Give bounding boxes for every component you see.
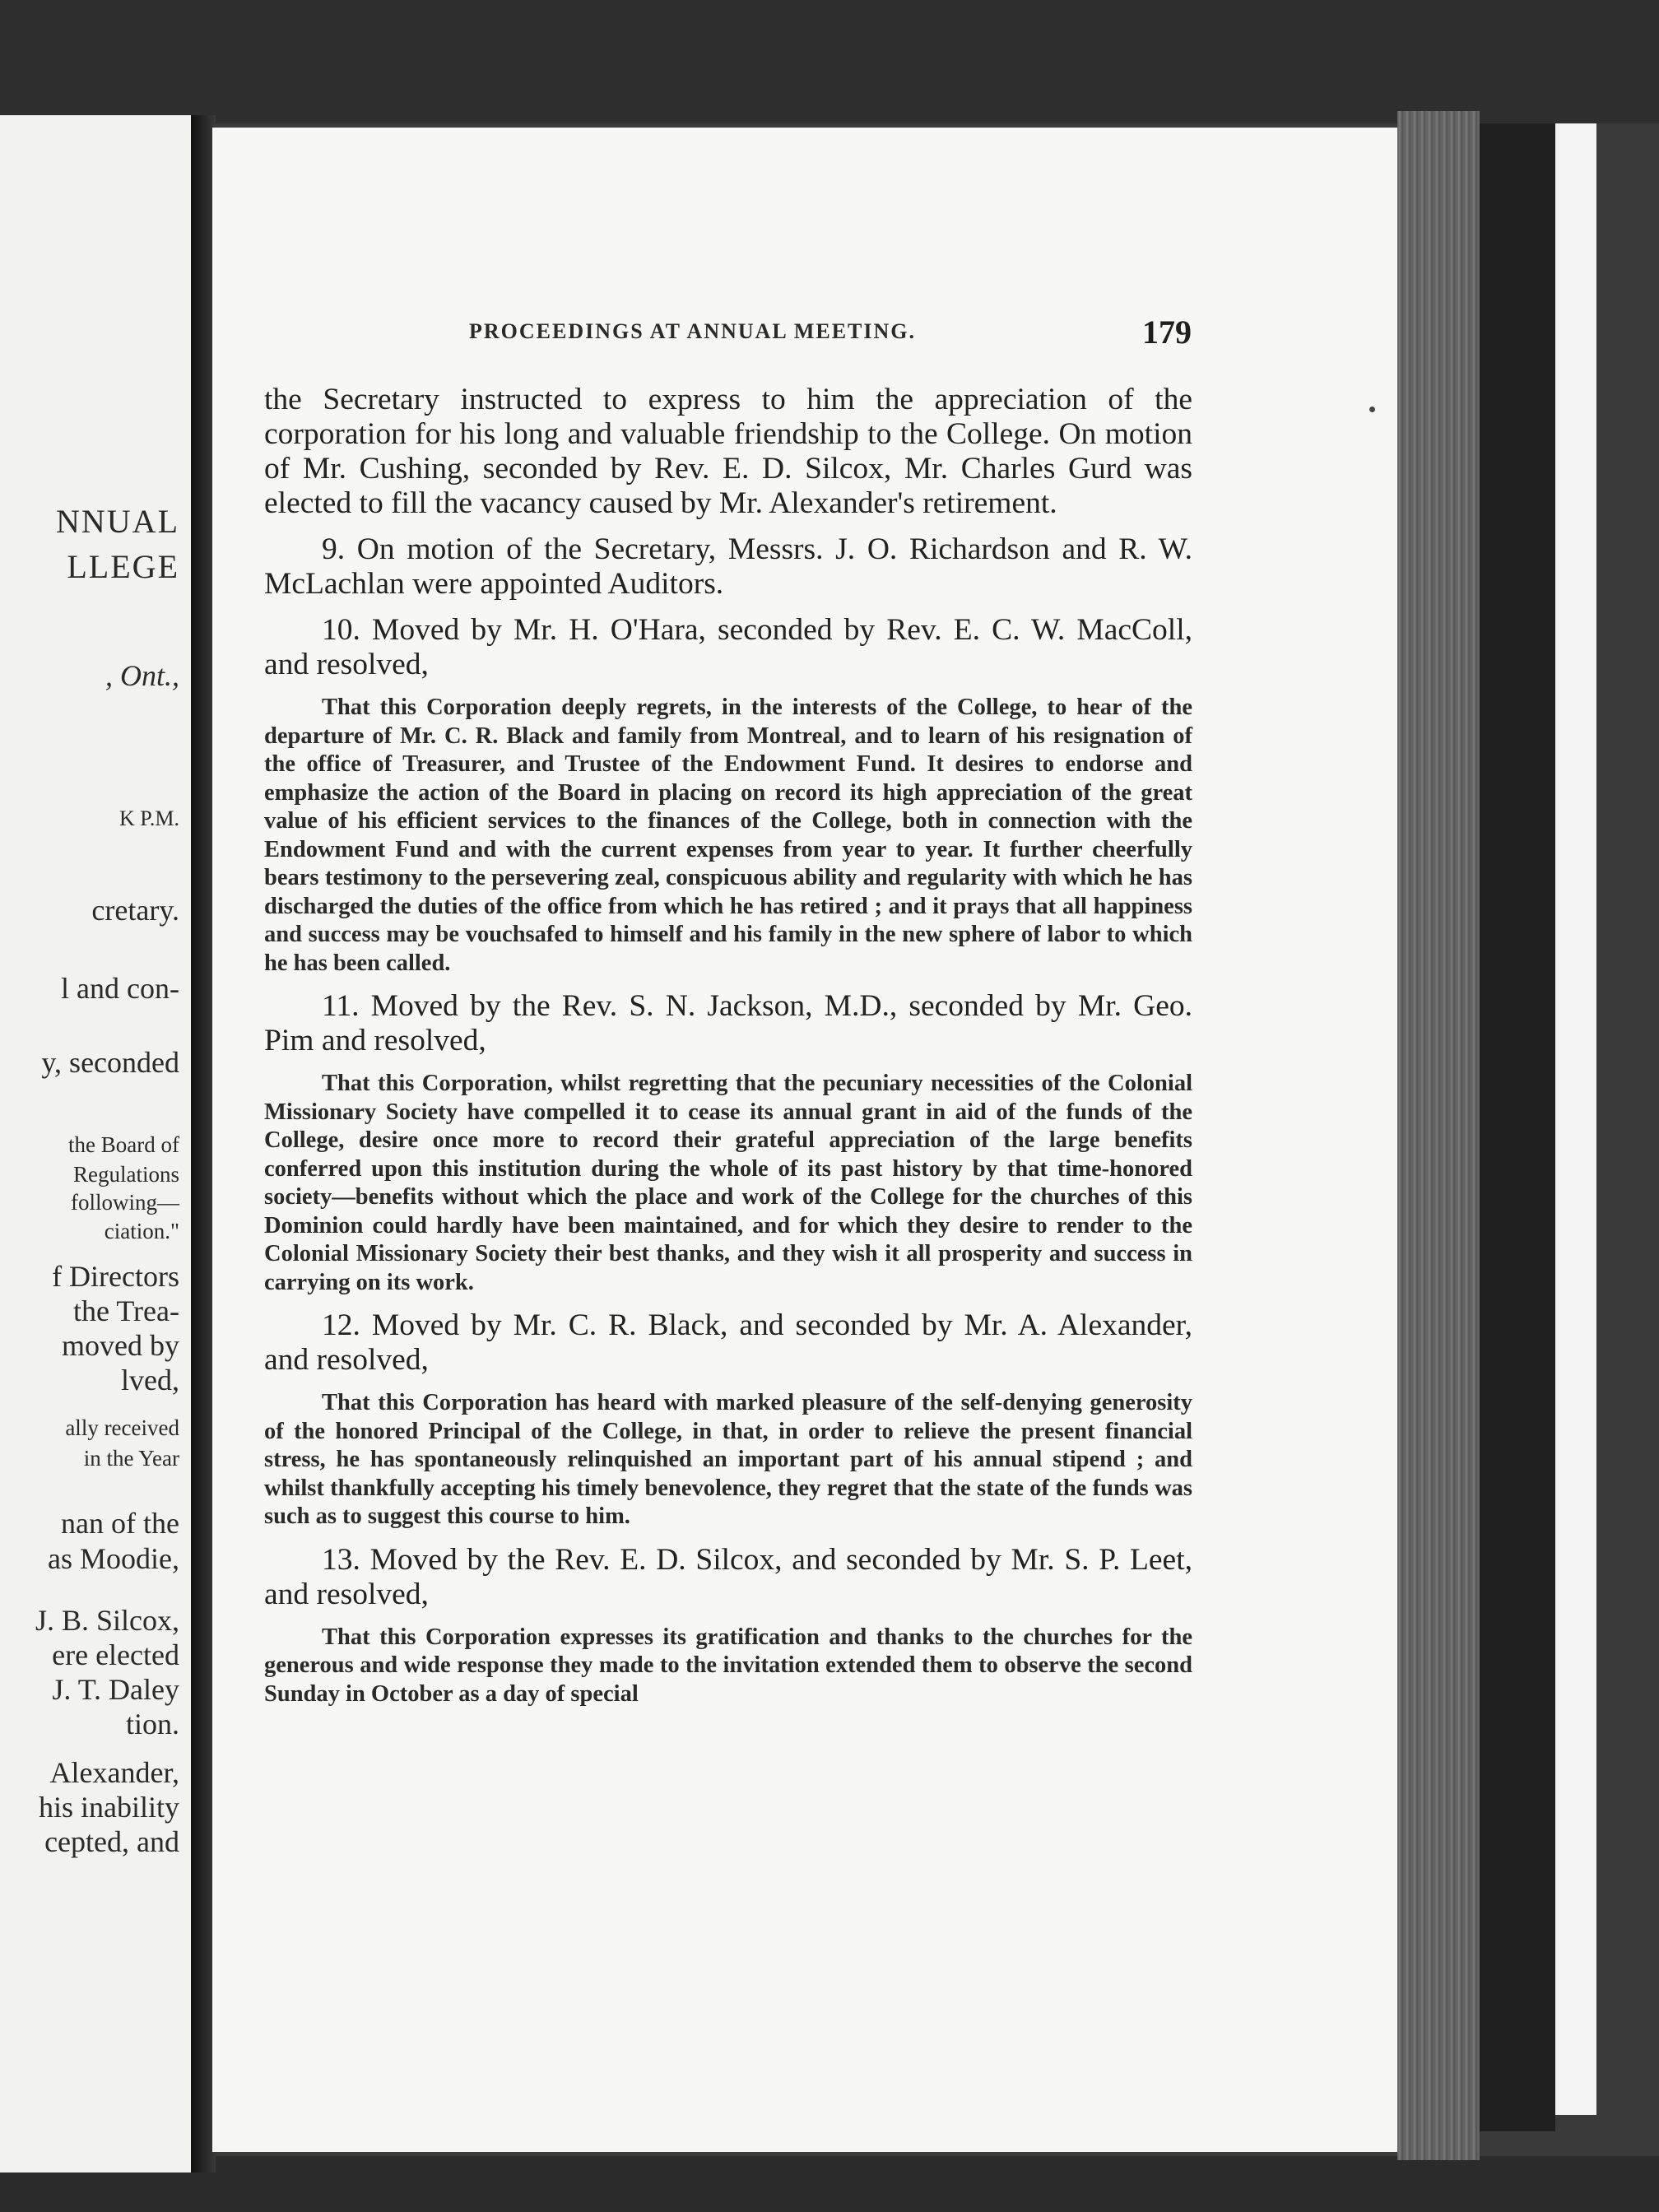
left-line: nan of the bbox=[61, 1507, 179, 1540]
left-line: moved by bbox=[62, 1329, 179, 1362]
book-cover-edge bbox=[1480, 123, 1555, 2131]
paragraph-continuation: the Secretary instructed to express to him the appreciation of the corporation for his long and valuable friendship to the College. On motion of Mr. Cushing, seconded by Rev. E. D. Silcox, Mr. Charles Gurd was elected to fill the vacancy caused by Mr. Alexander's retirement. bbox=[264, 383, 1192, 520]
left-line: lved, bbox=[121, 1364, 179, 1396]
left-line: the Trea- bbox=[73, 1294, 179, 1327]
left-line: in the Year bbox=[83, 1446, 179, 1471]
page-number: 179 bbox=[1142, 314, 1192, 351]
scanner-background-top bbox=[0, 0, 1659, 123]
page-body bbox=[264, 383, 1192, 1720]
paragraph-item-13: 13. Moved by the Rev. E. D. Silcox, and seconded by Mr. S. P. Leet, and resolved, bbox=[264, 1542, 1192, 1611]
left-line: J. T. Daley bbox=[52, 1673, 179, 1706]
paragraph-item-11: 11. Moved by the Rev. S. N. Jackson, M.D., seconded by Mr. Geo. Pim and resolved, bbox=[264, 989, 1192, 1057]
left-line: cretary. bbox=[91, 894, 179, 927]
page-header bbox=[263, 313, 1192, 354]
left-line: tion. bbox=[125, 1708, 179, 1740]
left-line: Regulations bbox=[73, 1162, 179, 1187]
left-line: J. B. Silcox, bbox=[35, 1604, 179, 1637]
resolution-text-11: That this Corporation, whilst regretting that the pecuniary necessities of the Colonial Missionary Society have compelled it to cease its annual grant in aid of the funds of the College, desire once more to record their grateful appreciation of the large benefits conferred upon this institution during the whole of its past history by that time-honored society—benefits without which the place and work of the College for the churches of this Dominion could hardly have been maintained, and for which they desire to render to the Colonial Missionary Society their best thanks, and they wish it all prosperity and success in carrying on its work. bbox=[264, 1071, 1192, 1295]
resolution-text-12: That this Corporation has heard with marked pleasure of the self-denying generosity of the honored Principal of the College, in that, in order to relieve the present financial stress, he has spontaneously relinquished an important part of his annual stipend ; and whilst thankfully accepting his timely benevolence, they regret that the state of the funds was such as to suggest this course to him. bbox=[264, 1390, 1192, 1529]
left-line: Alexander, bbox=[49, 1756, 179, 1789]
left-line: ally received bbox=[65, 1415, 179, 1440]
left-line: NNUAL bbox=[56, 503, 179, 540]
left-line: f Directors bbox=[52, 1260, 179, 1293]
left-line: ere elected bbox=[52, 1638, 179, 1671]
resolution-text-13: That this Corporation expresses its gratification and thanks to the churches for the generous and wide response they made to the invitation extended them to observe the second Sunday in October as a day of special bbox=[264, 1624, 1192, 1707]
left-line: following— bbox=[71, 1190, 179, 1215]
paragraph-item-9: 9. On motion of the Secretary, Messrs. J. O. Richardson and R. W. McLachlan were appointed Auditors. bbox=[264, 532, 1192, 601]
left-page bbox=[0, 115, 199, 2172]
left-line: his inability bbox=[39, 1791, 179, 1824]
left-line: the Board of bbox=[68, 1132, 179, 1157]
paragraph-item-10: 10. Moved by Mr. H. O'Hara, seconded by Rev. E. C. W. MacColl, and resolved, bbox=[264, 613, 1192, 681]
running-head: PROCEEDINGS AT ANNUAL MEETING. bbox=[469, 319, 917, 343]
left-line: ciation." bbox=[104, 1219, 179, 1243]
left-line: l and con- bbox=[61, 972, 179, 1005]
left-line: as Moodie, bbox=[48, 1542, 179, 1575]
ink-speck bbox=[1369, 407, 1375, 412]
page-edges bbox=[1397, 111, 1480, 2160]
paragraph-item-12: 12. Moved by Mr. C. R. Black, and seconded by Mr. A. Alexander, and resolved, bbox=[264, 1308, 1192, 1377]
scanner-margin bbox=[1555, 123, 1596, 2115]
left-line: cepted, and bbox=[44, 1825, 179, 1858]
scanner-background-bottom bbox=[0, 2156, 1659, 2212]
left-line: , Ont., bbox=[105, 659, 179, 692]
left-line: y, seconded bbox=[41, 1046, 179, 1079]
resolution-text-10: That this Corporation deeply regrets, in the interests of the College, to hear of the departure of Mr. C. R. Black and family from Montreal, and to learn of his resignation of the office of Treasurer, and Trustee of the Endowment Fund. It desires to endorse and emphasize the action of the Board in placing on record its high appreciation of the great value of his efficient services to the finances of the College, both in connection with the Endowment Fund and with the current expenses from year to year. It further cheerfully bears testimony to the persevering zeal, conspicuous ability and regularity with which he has discharged the duties of the office from which he has retired ; and it prays that all happiness and success may be vouchsafed to himself and his family in the new sphere of labor to which he has been called. bbox=[264, 695, 1192, 976]
left-line: LLEGE bbox=[67, 548, 179, 585]
left-line: K P.M. bbox=[119, 806, 179, 830]
